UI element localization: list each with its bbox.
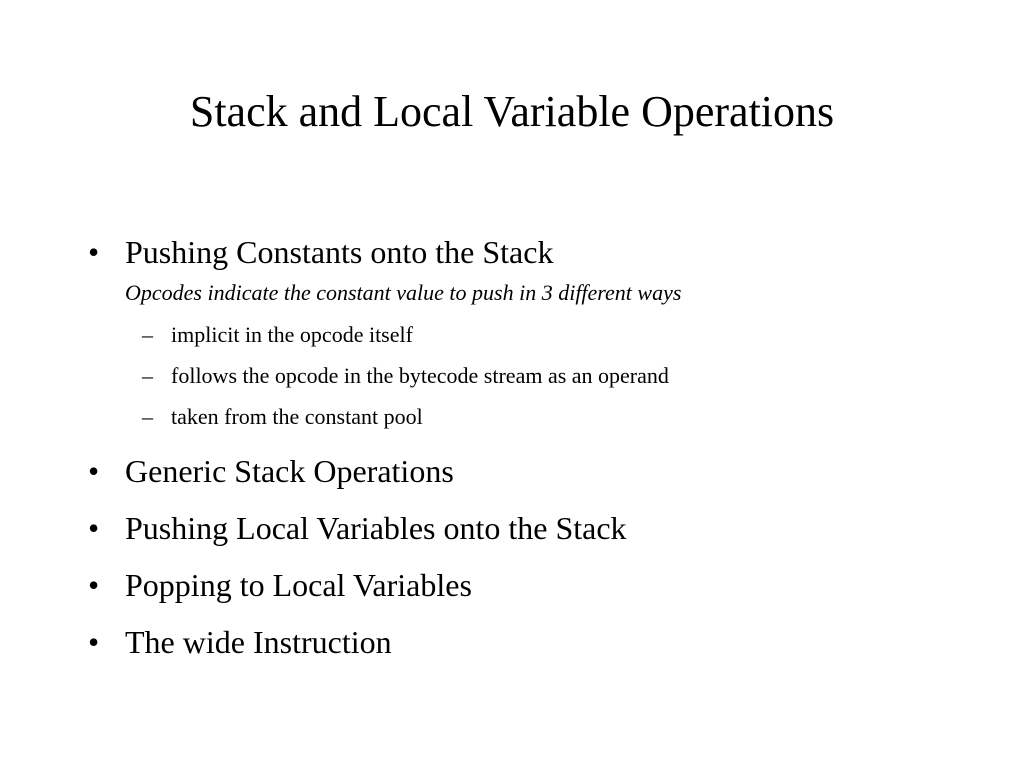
bullet-icon: • xyxy=(88,234,100,270)
dash-icon: – xyxy=(142,322,153,347)
bullet-text: Pushing Local Variables onto the Stack xyxy=(125,510,627,546)
sub-bullet-text: taken from the constant pool xyxy=(171,404,423,429)
bullet-text: Pushing Constants onto the Stack xyxy=(125,234,554,270)
bullet-item xyxy=(88,506,988,550)
dash-icon: – xyxy=(142,404,153,429)
slide-title: Stack and Local Variable Operations xyxy=(189,87,835,136)
dash-icon: – xyxy=(142,363,153,388)
bullet-icon: • xyxy=(88,624,100,660)
sub-bullet-item xyxy=(142,314,988,355)
sub-bullet-item xyxy=(142,396,988,437)
sub-bullet-item xyxy=(142,355,988,396)
bullet-item xyxy=(88,620,988,664)
bullet-text: The wide Instruction xyxy=(125,624,392,660)
bullet-item xyxy=(88,563,988,607)
bullet-icon: • xyxy=(88,510,100,546)
bullet-text: Popping to Local Variables xyxy=(125,567,472,603)
bullet-item xyxy=(88,449,988,493)
bullet-note: Opcodes indicate the constant value to push in 3 different ways xyxy=(125,280,682,305)
bullet-text: Generic Stack Operations xyxy=(125,453,454,489)
bullet-icon: • xyxy=(88,453,100,489)
sub-bullet-text: implicit in the opcode itself xyxy=(171,322,413,347)
bullet-list xyxy=(88,230,988,664)
sub-bullet-text: follows the opcode in the bytecode stream as an operand xyxy=(171,363,669,388)
bullet-icon: • xyxy=(88,567,100,603)
bullet-item xyxy=(88,230,988,274)
